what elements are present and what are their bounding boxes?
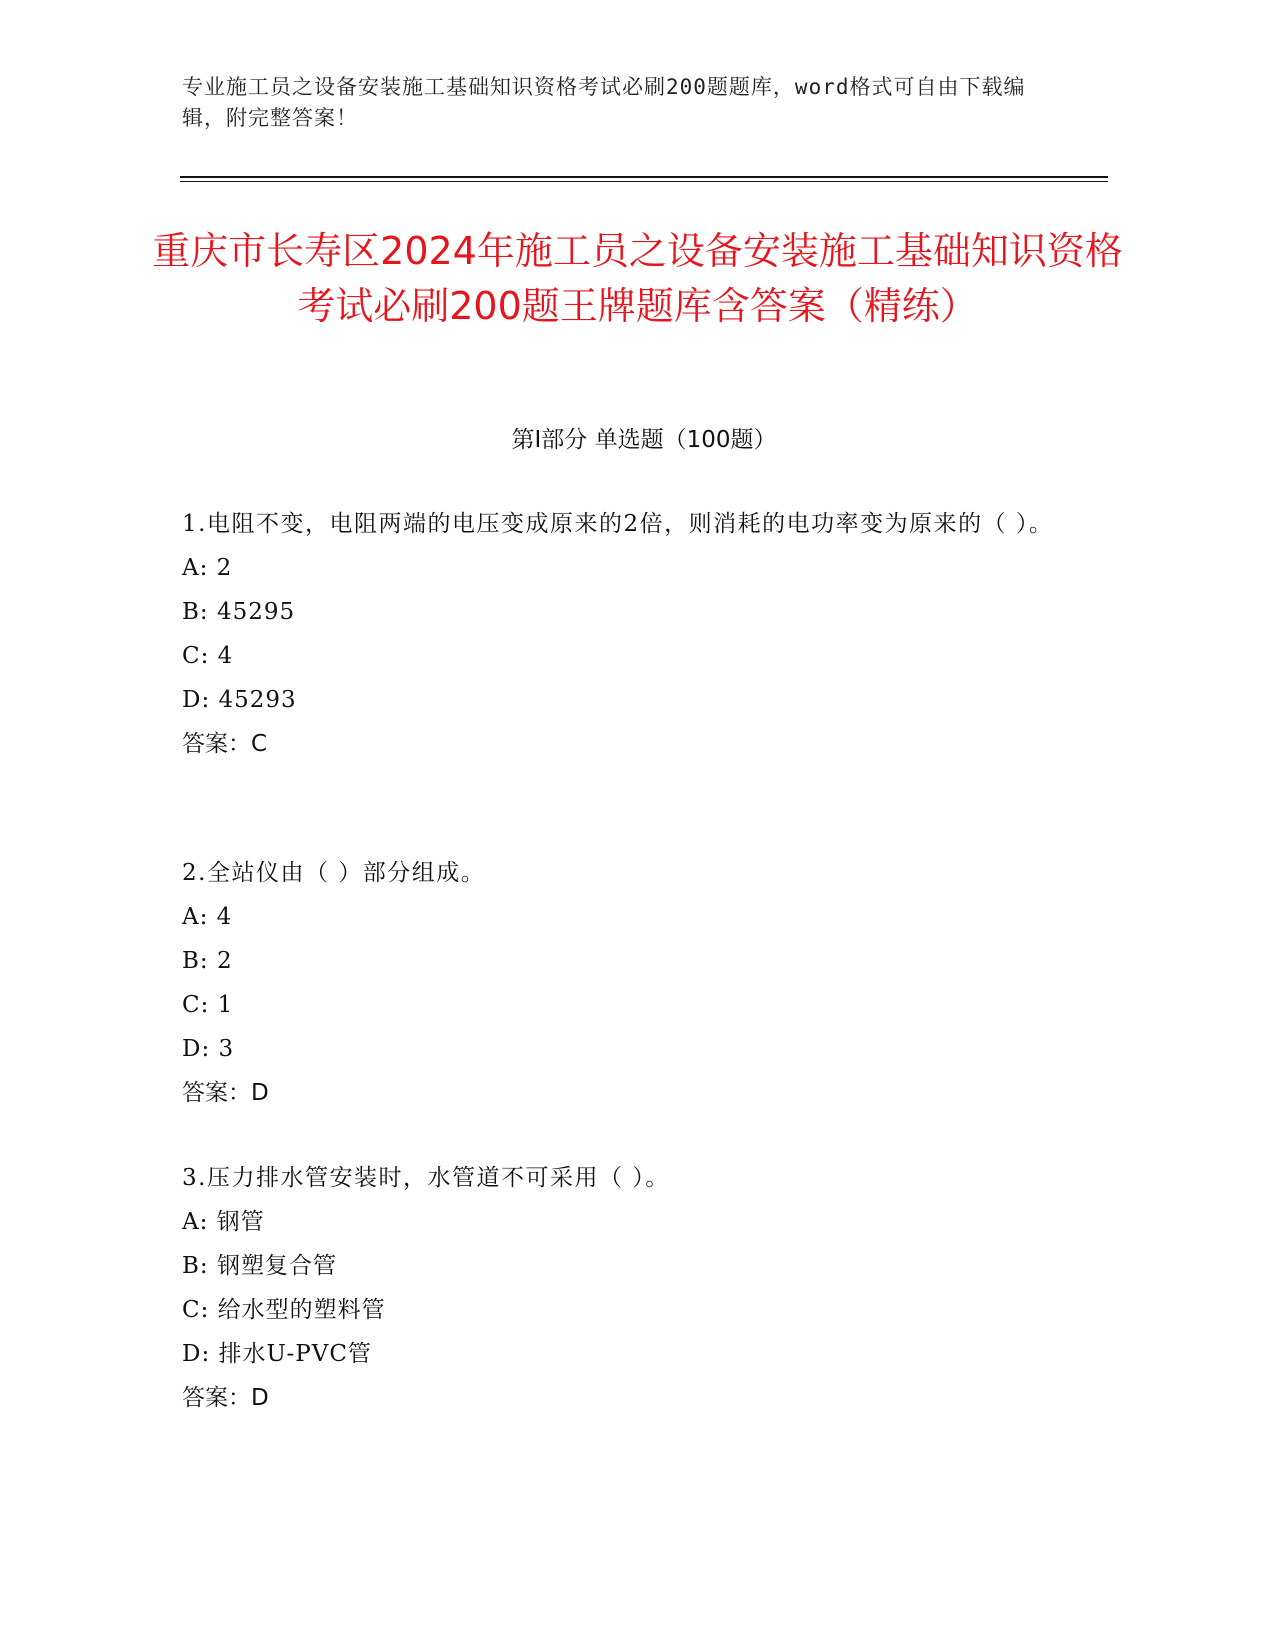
question-stem: 3.压力排水管安装时，水管道不可采用（ ）。 [182,1165,670,1191]
header-divider-thin [180,181,1108,182]
option-b: B: 钢塑复合管 [182,1253,337,1279]
section-title: 第Ⅰ部分 单选题（100题） [511,427,777,453]
question-stem: 2.全站仪由（ ）部分组成。 [182,860,486,886]
answer: 答案：D [182,1385,269,1411]
question-3 [182,1156,1062,1420]
header-divider-thick [180,176,1108,178]
option-d: D: 排水U-PVC管 [182,1341,372,1367]
header-note: 专业施工员之设备安装施工基础知识资格考试必刷200题题库，word格式可自由下载编辑，附完整答案！ [182,75,1026,130]
option-c: C: 1 [182,992,234,1018]
answer: 答案：D [182,1080,269,1106]
option-d: D: 3 [182,1036,235,1062]
option-c: C: 给水型的塑料管 [182,1297,386,1323]
option-d: D: 45293 [182,687,297,713]
option-a: A: 2 [182,555,233,581]
option-a: A: 钢管 [182,1209,265,1235]
option-b: B: 2 [182,948,233,974]
question-2 [182,851,1062,1115]
option-b: B: 45295 [182,599,296,625]
document-title: 重庆市长寿区2024年施工员之设备安装施工基础知识资格考试必刷200题王牌题库含答案（精练） [152,229,1123,328]
question-stem: 1.电阻不变，电阻两端的电压变成原来的2倍，则消耗的电功率变为原来的（ ）。 [182,511,1054,537]
question-1 [182,502,1062,766]
answer: 答案：C [182,731,268,757]
option-c: C: 4 [182,643,234,669]
option-a: A: 4 [182,904,233,930]
